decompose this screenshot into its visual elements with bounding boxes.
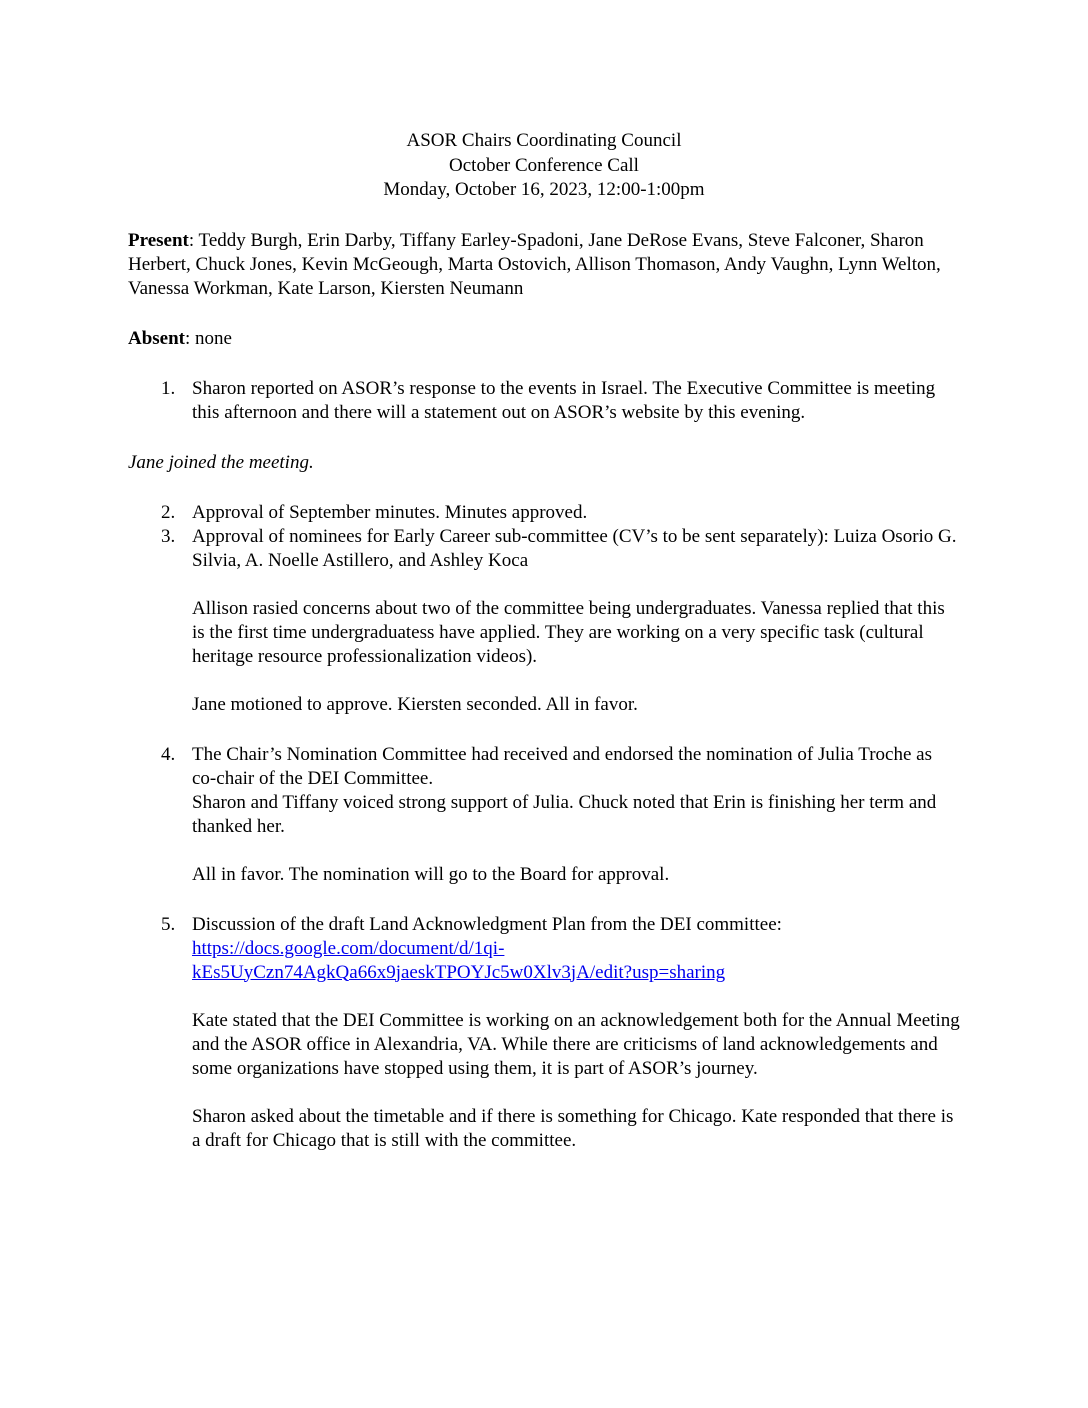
item-number: 3. [161,525,176,547]
plan-document-link[interactable] [192,938,725,983]
meeting-note: Jane joined the meeting. [128,451,314,473]
council-title: ASOR Chairs Coordinating Council [406,130,682,151]
meeting-date: Monday, October 16, 2023, 12:00-1:00pm [383,179,705,200]
agenda-item-1 [128,377,960,425]
item-number: 2. [161,501,176,523]
absent-label: Absent [128,327,186,349]
item-number: 1. [161,377,176,399]
item-resolution: All in favor. The nomination will go to the Board for approval. [192,863,670,885]
item-number: 4. [161,743,176,765]
item-text: Discussion of the draft Land Acknowledgment Plan from the DEI committee: [192,913,782,935]
agenda-item-2 [128,501,960,525]
absent-paragraph [128,327,960,351]
item-discussion: Allison rasied concerns about two of the committee being undergraduates. Vanessa replied that this is the first time undergraduatess have applied. They are working on a very specific task (cultural heritage resource professionalization videos). [192,597,945,667]
item-text: Sharon reported on ASOR’s response to the events in Israel. The Executive Committee is meeting this afternoon and there will a statement out on ASOR’s website by this evening. [192,377,936,423]
call-title: October Conference Call [449,154,639,176]
item-text: The Chair’s Nomination Committee had received and endorsed the nomination of Julia Troche as co-chair of the DEI Committee. [192,743,932,789]
document-header [128,129,960,203]
item-text: Approval of September minutes. Minutes approved. [192,501,588,523]
absent-list: : none [185,327,232,349]
agenda-item-4 [128,743,960,887]
item-discussion: Kate stated that the DEI Committee is working on an acknowledgement both for the Annual Meeting and the ASOR office in Alexandria, VA. While there are criticisms of land acknowledgements and some organizations have stopped using them, it is part of ASOR’s journey. [192,1009,960,1079]
item-discussion: Sharon and Tiffany voiced strong support of Julia. Chuck noted that Erin is finishing her term and thanked her. [192,791,937,837]
agenda-item-5 [128,913,960,1153]
item-followup: Sharon asked about the timetable and if there is something for Chicago. Kate responded that there is a draft for Chicago that is still with the committee. [192,1105,954,1151]
present-list: : Teddy Burgh, Erin Darby, Tiffany Earley-Spadoni, Jane DeRose Evans, Steve Falconer, Sharon Herbert, Chuck Jones, Kevin McGeough, Marta Ostovich, Allison Thomason, Andy Vaughn, Lynn Welton, Vanessa Workman, Kate Larson, Kiersten Neumann [128,229,941,299]
plan-link-block [192,937,960,985]
item-motion: Jane motioned to approve. Kiersten seconded. All in favor. [192,693,638,715]
item-number: 5. [161,913,176,935]
item-text: Approval of nominees for Early Career sub-committee (CV’s to be sent separately): Luiza Osorio G. Silvia, A. Noelle Astillero, and Ashley Koca [192,525,957,571]
present-paragraph [128,229,960,301]
present-label: Present [128,229,189,251]
link-line-1: https://docs.google.com/document/d/1qi- [192,937,505,959]
link-line-2: kEs5UyCzn74AgkQa66x9jaeskTPOYJc5w0Xlv3jA/edit?usp=sharing [192,961,726,983]
agenda-item-3 [128,525,960,717]
